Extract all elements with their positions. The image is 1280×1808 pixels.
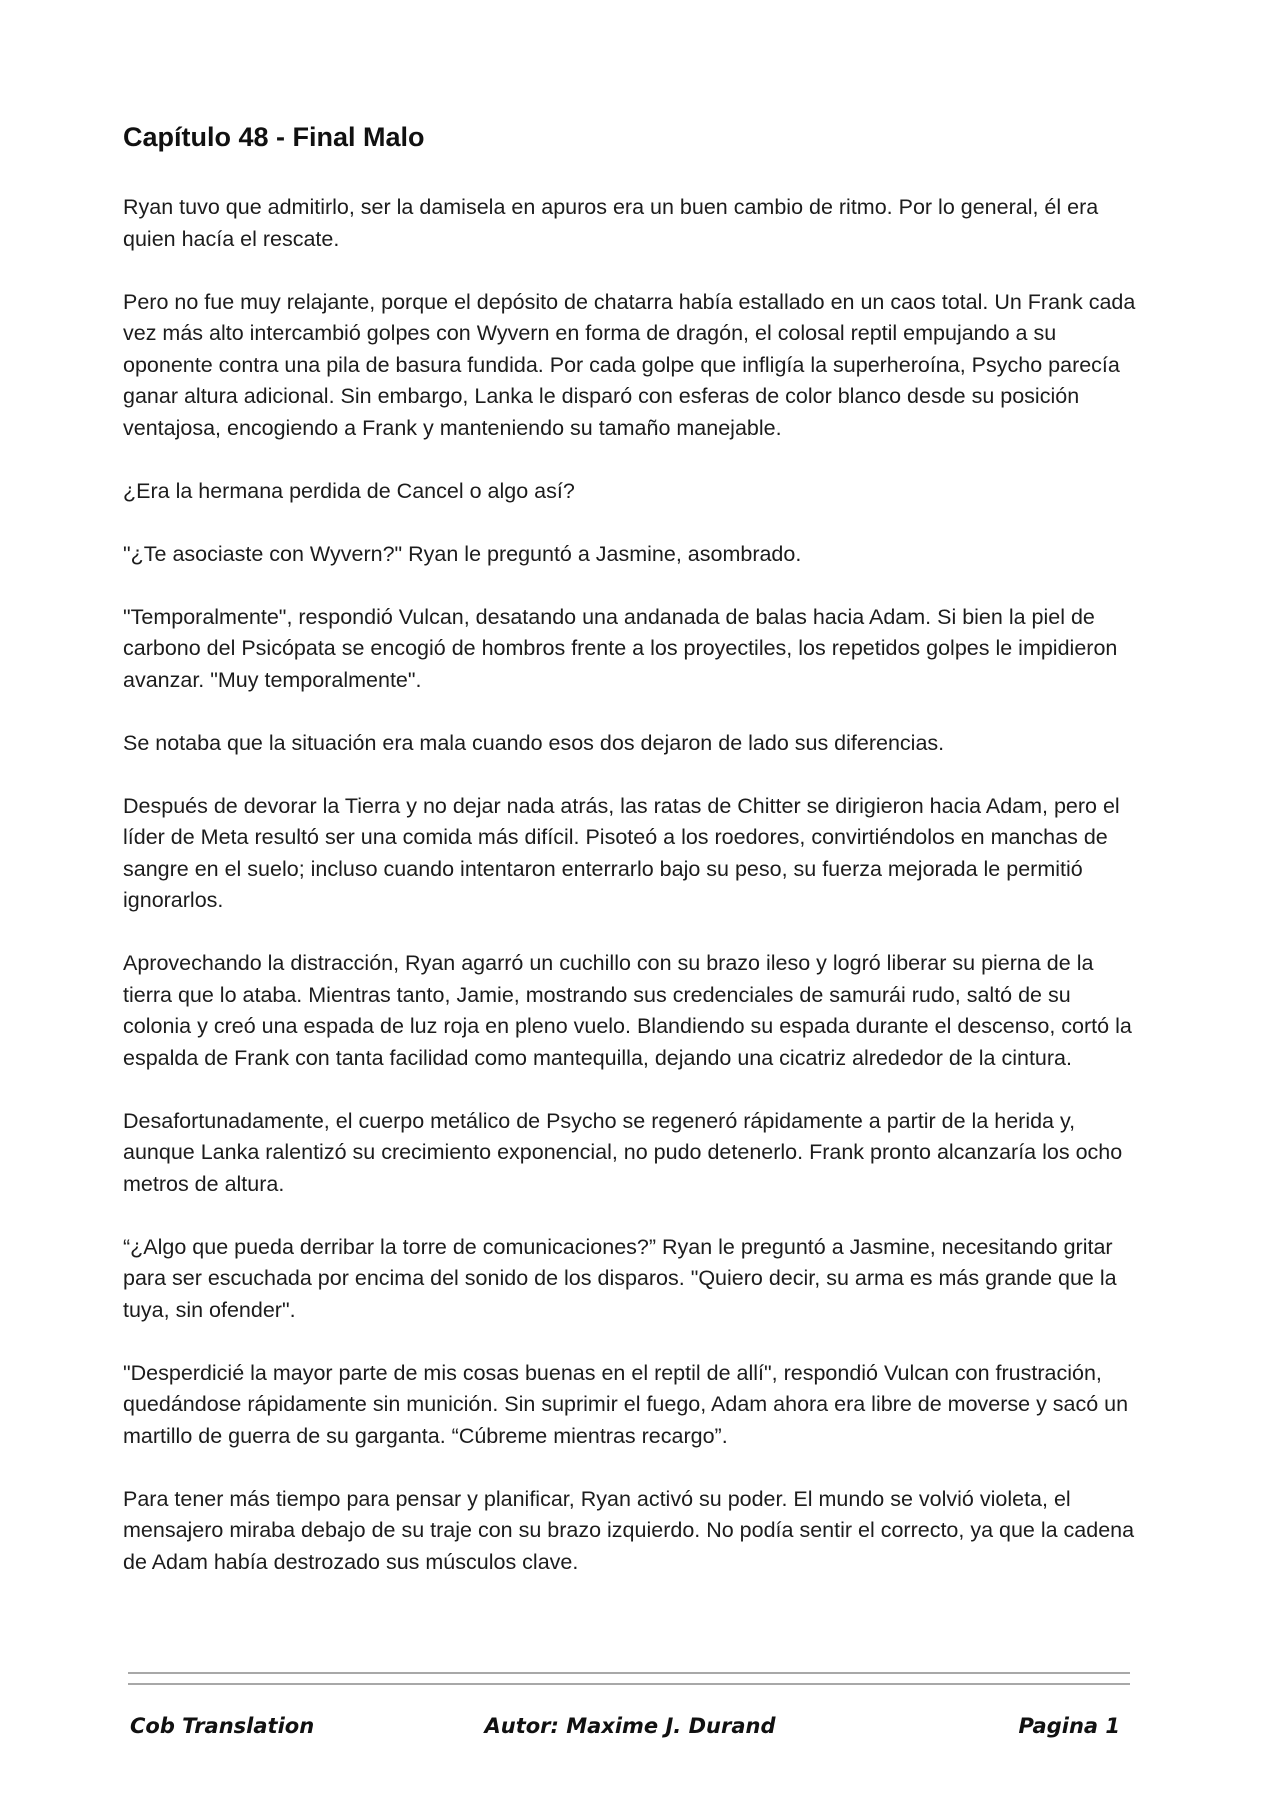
footer-translator: Cob Translation — [130, 1714, 315, 1738]
footer-divider-bottom — [128, 1683, 1130, 1685]
paragraph: Desafortunadamente, el cuerpo metálico de Psycho se regeneró rápidamente a partir de la herida y, aunque Lanka ralentizó su crecimiento exponencial, no pudo detenerlo. Frank pronto alcanzaría los ocho metros de altura. — [123, 1108, 1123, 1196]
paragraph: Se notaba que la situación era mala cuando esos dos dejaron de lado sus diferencias. — [123, 730, 945, 755]
paragraph: Después de devorar la Tierra y no dejar nada atrás, las ratas de Chitter se dirigieron hacia Adam, pero el líder de Meta resultó ser una comida más difícil. Pisoteó a los roedores, convirtiéndolos en manchas de sangre en el suelo; incluso cuando intentaron enterrarlo bajo su peso, su fuerza mejorada le permitió ignorarlos. — [123, 793, 1120, 912]
paragraph: "Desperdicié la mayor parte de mis cosas buenas en el reptil de allí", respondió Vulcan con frustración, quedándose rápidamente sin munición. Sin suprimir el fuego, Adam ahora era libre de moverse y sacó un martillo de guerra de su garganta. “Cúbreme mientras recargo”. — [123, 1360, 1129, 1448]
paragraph: Ryan tuvo que admitirlo, ser la damisela en apuros era un buen cambio de ritmo. Por lo general, él era quien hacía el rescate. — [123, 195, 1099, 251]
paragraph: "¿Te asociaste con Wyvern?" Ryan le preguntó a Jasmine, asombrado. — [123, 541, 802, 566]
chapter-title: Capítulo 48 - Final Malo — [123, 122, 425, 152]
footer-page-number: Pagina 1 — [1018, 1714, 1120, 1738]
paragraph: Aprovechando la distracción, Ryan agarró un cuchillo con su brazo ileso y logró liberar su pierna de la tierra que lo ataba. Mientras tanto, Jamie, mostrando sus credenciales de samurái rudo, saltó de su colonia y creó una espada de luz roja en pleno vuelo. Blandiendo su espada durante el descenso, cortó la espalda de Frank con tanta facilidad como mantequilla, dejando una cicatriz alrededor de la cintura. — [123, 951, 1132, 1070]
paragraph: "Temporalmente", respondió Vulcan, desatando una andanada de balas hacia Adam. Si bien la piel de carbono del Psicópata se encogió de hombros frente a los proyectiles, los repetidos golpes le impidieron avanzar. "Muy temporalmente". — [123, 604, 1118, 692]
paragraph: Para tener más tiempo para pensar y planificar, Ryan activó su poder. El mundo se volvió violeta, el mensajero miraba debajo de su traje con su brazo izquierdo. No podía sentir el correcto, ya que la cadena de Adam había destrozado sus músculos clave. — [123, 1486, 1135, 1574]
paragraph: Pero no fue muy relajante, porque el depósito de chatarra había estallado en un caos total. Un Frank cada vez más alto intercambió golpes con Wyvern en forma de dragón, el colosal reptil empujando a su oponente contra una pila de basura fundida. Por cada golpe que infligía la superheroína, Psycho parecía ganar altura adicional. Sin embargo, Lanka le disparó con esferas de color blanco desde su posición ventajosa, encogiendo a Frank y manteniendo su tamaño manejable. — [123, 289, 1136, 440]
footer-author: Autor: Maxime J. Durand — [484, 1714, 776, 1738]
paragraph: ¿Era la hermana perdida de Cancel o algo así? — [123, 478, 575, 503]
chapter-body — [123, 192, 1143, 1610]
paragraph: “¿Algo que pueda derribar la torre de comunicaciones?” Ryan le preguntó a Jasmine, necesitando gritar para ser escuchada por encima del sonido de los disparos. "Quiero decir, su arma es más grande que la tuya, sin ofender". — [123, 1234, 1117, 1322]
footer-divider-top — [128, 1672, 1130, 1674]
